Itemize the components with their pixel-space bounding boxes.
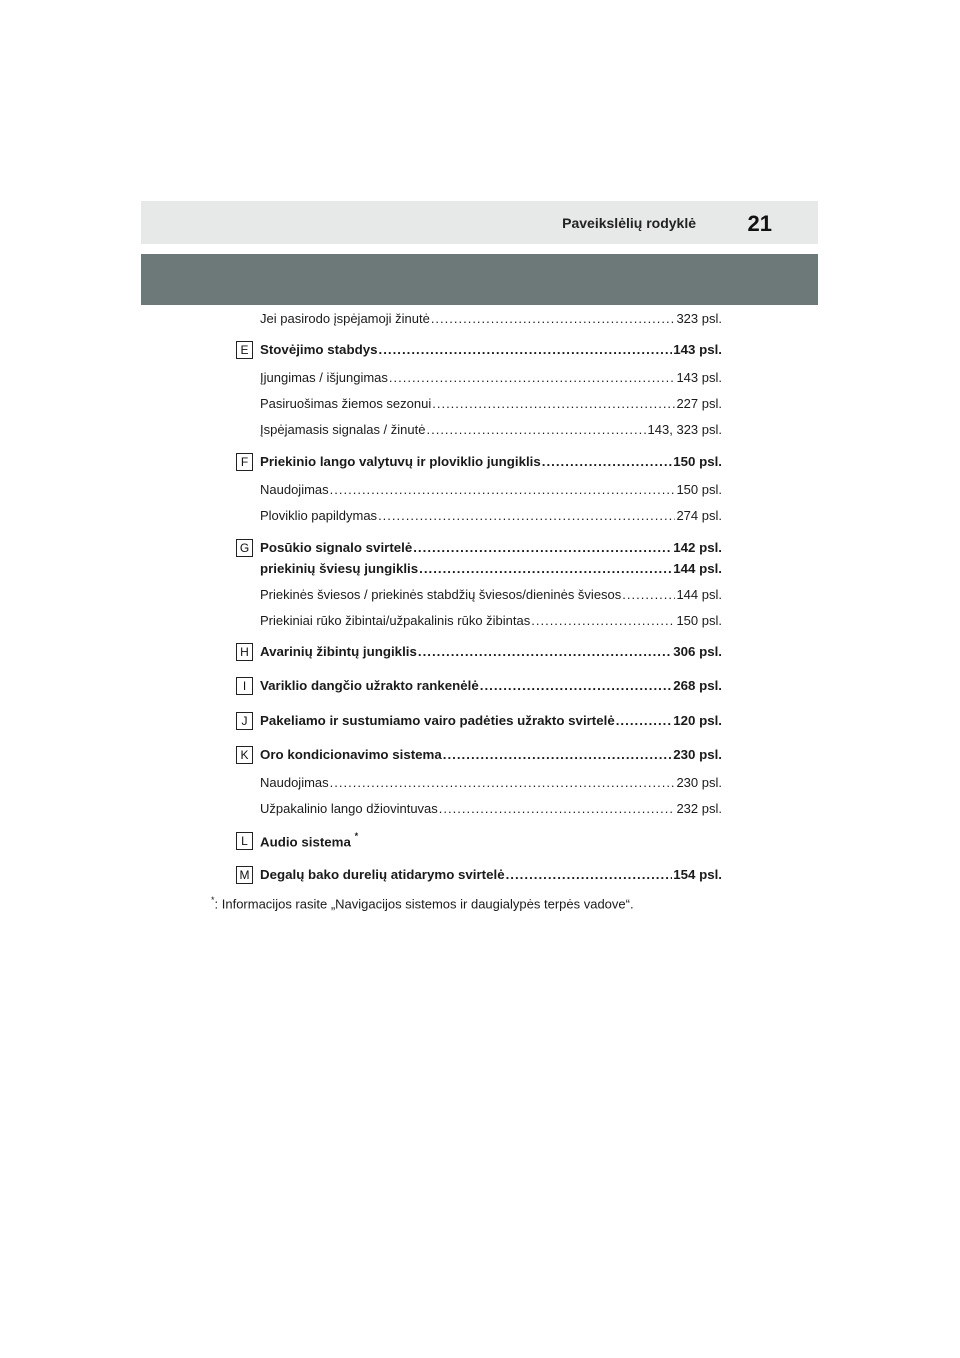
entry-label: Įjungimas / išjungimas [260, 370, 388, 385]
entry-page: 150 psl. [676, 482, 722, 497]
entry-label: Priekiniai rūko žibintai/užpakalinis rūko žibintas [260, 613, 531, 628]
entry-label: Variklio dangčio užrakto rankenėlė [260, 678, 479, 693]
leader-dots [531, 613, 675, 628]
entry-label: Jei pasirodo įspėjamoji žinutė [260, 311, 430, 326]
section-letter-g: G [236, 539, 253, 557]
index-entry-main [260, 540, 722, 555]
entry-page: 268 psl. [673, 678, 722, 693]
entry-label: Posūkio signalo svirtelė [260, 540, 413, 555]
entry-label: Degalų bako durelių atidarymo svirtelė [260, 867, 505, 882]
entry-label: Priekinio lango valytuvų ir ploviklio jungiklis [260, 454, 541, 469]
entry-label: Naudojimas [260, 775, 329, 790]
footnote [211, 895, 634, 911]
entry-page: 150 psl. [676, 613, 722, 628]
leader-dots [443, 747, 672, 762]
leader-dots [378, 508, 675, 523]
footnote-marker: * [211, 895, 215, 905]
entry-label: Pasiruošimas žiemos sezonui [260, 396, 432, 411]
entry-label: priekinių šviesų jungiklis [260, 561, 419, 576]
entry-page: 143, 323 psl. [647, 422, 722, 437]
index-entry [260, 311, 722, 326]
index-entry [260, 370, 722, 385]
header-bar [141, 254, 818, 305]
leader-dots [330, 482, 676, 497]
leader-dots [439, 801, 676, 816]
footnote-marker: * [354, 831, 359, 841]
section-title: Paveikslėlių rodyklė [562, 215, 696, 231]
entry-page: 230 psl. [676, 775, 722, 790]
leader-dots [506, 867, 673, 882]
entry-label: Audio sistema * [260, 831, 359, 850]
index-entry-main [260, 713, 722, 728]
entry-label: Avarinių žibintų jungiklis [260, 644, 417, 659]
entry-label: Oro kondicionavimo sistema [260, 747, 442, 762]
entry-page: 120 psl. [673, 713, 722, 728]
index-entry-main [260, 561, 722, 576]
entry-label: Užpakalinio lango džiovintuvas [260, 801, 438, 816]
entry-page: 306 psl. [673, 644, 722, 659]
section-letter-f: F [236, 453, 253, 471]
index-entry-main [260, 644, 722, 659]
entry-page: 142 psl. [673, 540, 722, 555]
index-entry [260, 613, 722, 628]
entry-page: 323 psl. [676, 311, 722, 326]
index-entry-main [260, 454, 722, 469]
leader-dots [330, 775, 676, 790]
entry-page: 143 psl. [676, 370, 722, 385]
section-letter-j: J [236, 712, 253, 730]
entry-label: Naudojimas [260, 482, 329, 497]
entry-page: 154 psl. [673, 867, 722, 882]
section-letter-i: I [236, 677, 253, 695]
index-entry-main [260, 678, 722, 693]
entry-label: Stovėjimo stabdys [260, 342, 378, 357]
index-entry-main [260, 747, 722, 762]
entry-label: Priekinės šviesos / priekinės stabdžių šviesos/dieninės šviesos [260, 587, 622, 602]
leader-dots [432, 396, 675, 411]
leader-dots [389, 370, 676, 385]
index-entry [260, 508, 722, 523]
entry-label: Įspėjamasis signalas / žinutė [260, 422, 426, 437]
index-entry [260, 801, 722, 816]
leader-dots [419, 561, 672, 576]
page-header [141, 201, 818, 244]
index-entry-main [260, 833, 722, 849]
entry-page: 227 psl. [676, 396, 722, 411]
index-entry [260, 775, 722, 790]
leader-dots [480, 678, 672, 693]
section-letter-l: L [236, 832, 253, 850]
index-entry-main [260, 867, 722, 882]
leader-dots [616, 713, 672, 728]
section-letter-h: H [236, 643, 253, 661]
entry-page: 150 psl. [673, 454, 722, 469]
entry-page: 144 psl. [676, 587, 722, 602]
leader-dots [542, 454, 672, 469]
leader-dots [418, 644, 672, 659]
index-entry [260, 396, 722, 411]
leader-dots [426, 422, 646, 437]
entry-page: 274 psl. [676, 508, 722, 523]
entry-page: 232 psl. [676, 801, 722, 816]
index-entry [260, 482, 722, 497]
section-letter-m: M [236, 866, 253, 884]
entry-page: 144 psl. [673, 561, 722, 576]
entry-label: Ploviklio papildymas [260, 508, 378, 523]
leader-dots [622, 587, 675, 602]
section-letter-e: E [236, 341, 253, 359]
index-entry [260, 587, 722, 602]
index-entry-main [260, 342, 722, 357]
entry-page: 143 psl. [673, 342, 722, 357]
leader-dots [379, 342, 673, 357]
leader-dots [431, 311, 676, 326]
index-entry [260, 422, 722, 437]
footnote-text: : Informacijos rasite „Navigacijos sistemos ir daugialypės terpės vadove“. [214, 896, 634, 912]
section-letter-k: K [236, 746, 253, 764]
leader-dots [413, 540, 672, 555]
entry-label: Pakeliamo ir sustumiamo vairo padėties užrakto svirtelė [260, 713, 615, 728]
page-number: 21 [747, 211, 772, 236]
entry-page: 230 psl. [673, 747, 722, 762]
